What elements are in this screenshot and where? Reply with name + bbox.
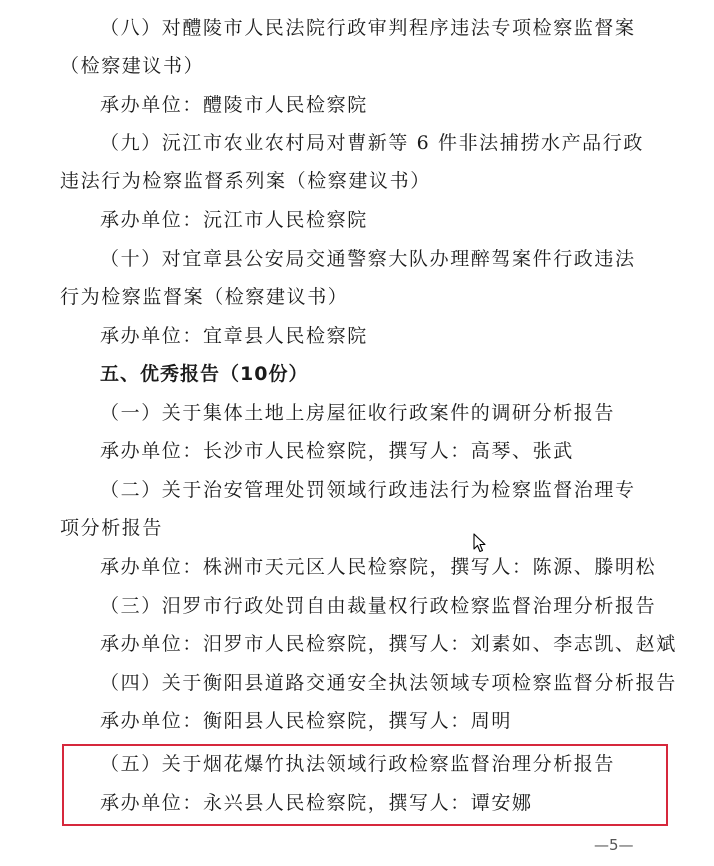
item-9-title-cont: 违法行为检察监督系列案（检察建议书）: [60, 170, 431, 192]
report-2-unit: 承办单位：株洲市天元区人民检察院，撰写人：陈源、滕明松: [100, 556, 657, 578]
report-5-unit: 承办单位：永兴县人民检察院，撰写人：谭安娜: [100, 792, 533, 814]
item-8-title: （八）对醴陵市人民法院行政审判程序违法专项检察监督案: [100, 17, 636, 39]
item-8-unit: 承办单位：醴陵市人民检察院: [100, 94, 368, 116]
report-2-title: （二）关于治安管理处罚领域行政违法行为检察监督治理专: [100, 479, 636, 501]
report-4-unit: 承办单位：衡阳县人民检察院，撰写人：周明: [100, 710, 513, 732]
report-2-title-cont: 项分析报告: [60, 517, 164, 539]
item-10-title: （十）对宜章县公安局交通警察大队办理醉驾案件行政违法: [100, 248, 636, 270]
item-9-title: （九）沅江市农业农村局对曹新等 6 件非法捕捞水产品行政: [100, 132, 644, 154]
mouse-pointer-icon: [473, 533, 487, 553]
report-4-title: （四）关于衡阳县道路交通安全执法领域专项检察监督分析报告: [100, 672, 677, 694]
item-10-unit: 承办单位：宜章县人民检察院: [100, 325, 368, 347]
item-10-title-cont: 行为检察监督案（检察建议书）: [60, 286, 349, 308]
report-1-title: （一）关于集体土地上房屋征收行政案件的调研分析报告: [100, 402, 616, 424]
item-8-title-cont: （检察建议书）: [60, 55, 205, 77]
page-number: —5—: [594, 836, 634, 854]
report-3-title: （三）汨罗市行政处罚自由裁量权行政检察监督治理分析报告: [100, 595, 657, 617]
report-5-title: （五）关于烟花爆竹执法领域行政检察监督治理分析报告: [100, 753, 616, 775]
report-1-unit: 承办单位：长沙市人民检察院，撰写人：高琴、张武: [100, 440, 574, 462]
report-3-unit: 承办单位：汨罗市人民检察院，撰写人：刘素如、李志凯、赵斌: [100, 633, 677, 655]
section-heading-reports: 五、优秀报告（10份）: [100, 363, 309, 385]
item-9-unit: 承办单位：沅江市人民检察院: [100, 209, 368, 231]
